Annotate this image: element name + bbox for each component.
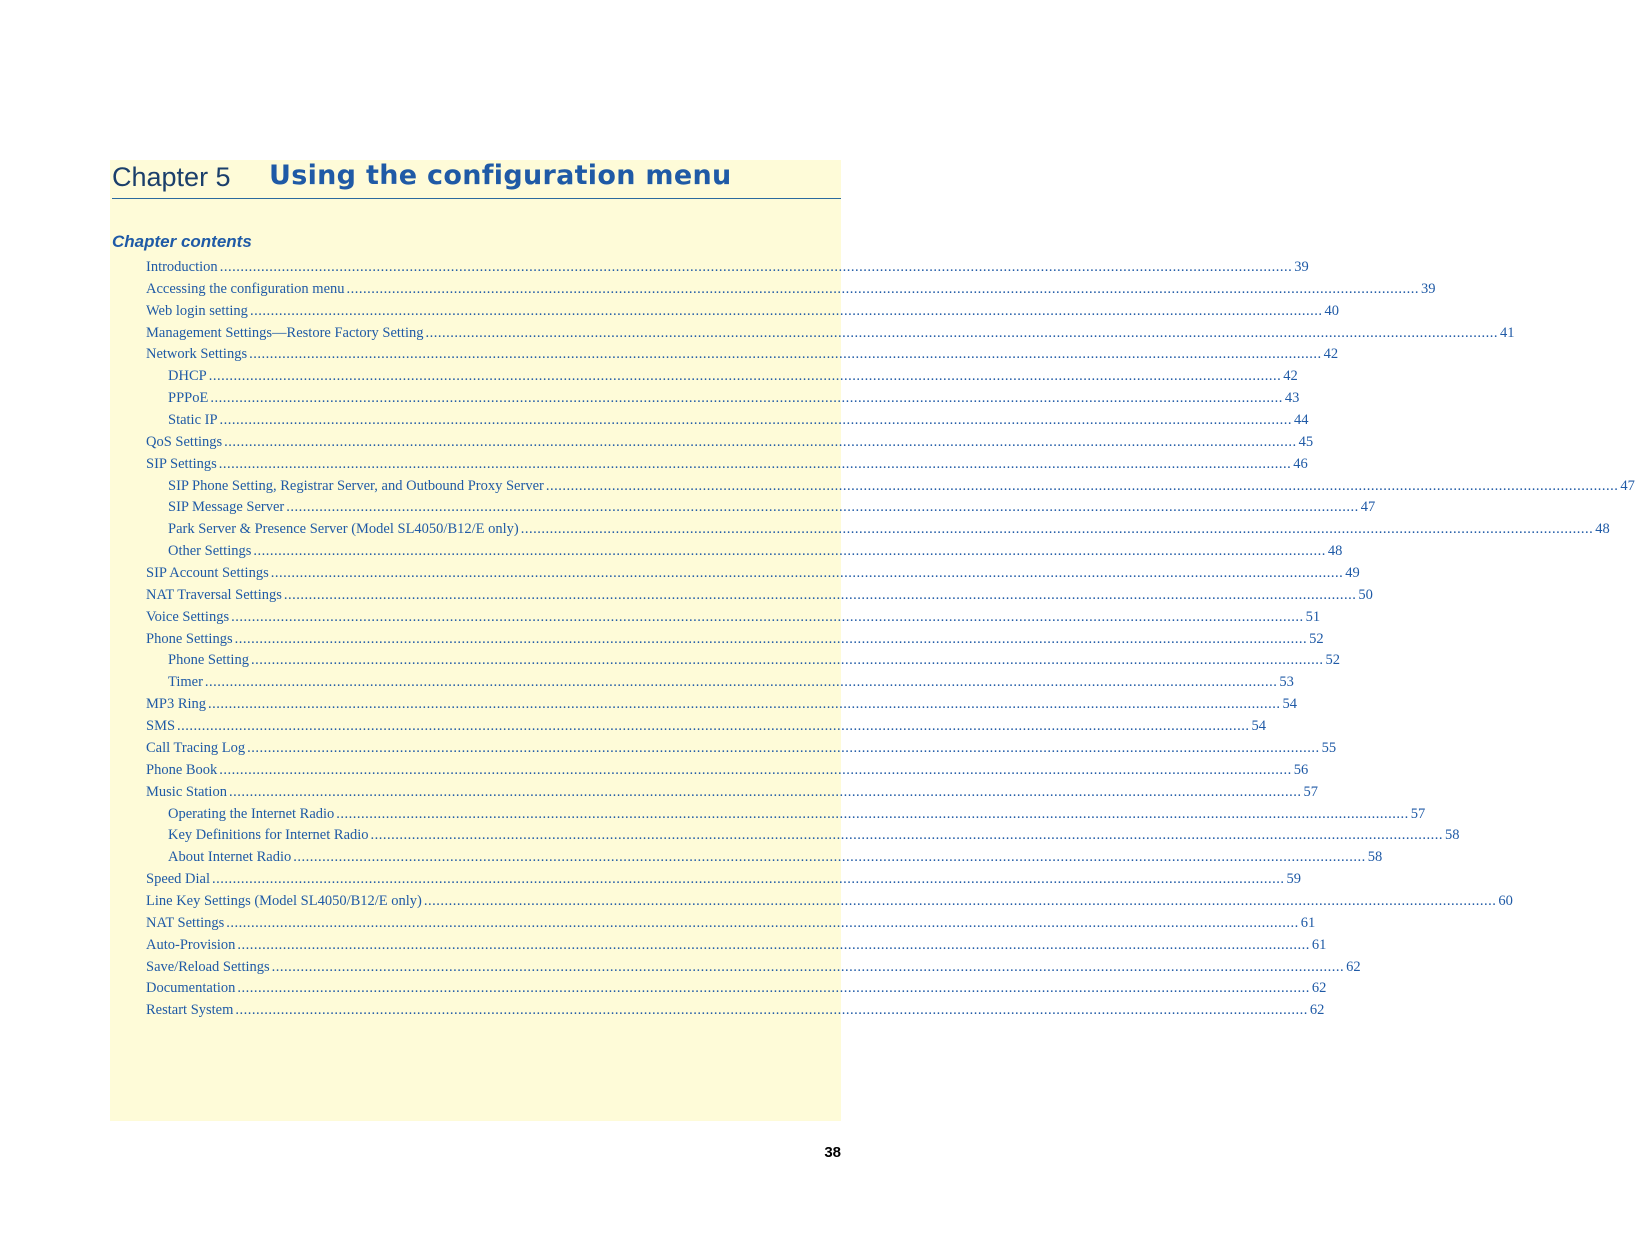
toc-entry[interactable] bbox=[146, 739, 1337, 760]
toc-entry-page: 62 bbox=[1346, 958, 1361, 975]
toc-dot-leader: .................................................................................................................................................................................................................................................................... bbox=[235, 1002, 1308, 1019]
toc-dot-leader: .................................................................................................................................................................................................................................................................... bbox=[271, 958, 1345, 975]
toc-entry-page: 59 bbox=[1286, 871, 1302, 888]
toc-dot-leader: .................................................................................................................................................................................................................................................................... bbox=[247, 739, 1320, 756]
toc-dot-leader: .................................................................................................................................................................................................................................................................... bbox=[270, 565, 1344, 582]
toc-entry-page: 46 bbox=[1293, 455, 1308, 472]
toc-entry-label: Line Key Settings (Model SL4050/B12/E only) bbox=[146, 892, 422, 909]
toc-dot-leader: .................................................................................................................................................................................................................................................................... bbox=[219, 412, 1293, 429]
toc-entry[interactable] bbox=[146, 324, 1515, 345]
toc-entry-page: 56 bbox=[1293, 761, 1309, 778]
toc-entry[interactable] bbox=[146, 718, 1267, 738]
toc-entry-page: 48 bbox=[1327, 543, 1343, 560]
toc-entry-label: Park Server & Presence Server (Model SL4050/B12/E only) bbox=[168, 521, 519, 538]
toc-entry-label: MP3 Ring bbox=[146, 696, 207, 713]
toc-entry-page: 57 bbox=[1303, 783, 1318, 800]
toc-entry-label: NAT Traversal Settings bbox=[146, 586, 282, 603]
chapter-title: Using the configuration menu bbox=[269, 160, 732, 191]
toc-dot-leader: .................................................................................................................................................................................................................................................................... bbox=[231, 608, 1304, 625]
toc-entry-page: 39 bbox=[1421, 280, 1436, 297]
toc-dot-leader: .................................................................................................................................................................................................................................................................... bbox=[370, 827, 1444, 844]
toc-entry-page: 62 bbox=[1309, 1002, 1325, 1019]
toc-dot-leader: .................................................................................................................................................................................................................................................................... bbox=[249, 302, 1323, 319]
toc-dot-leader: .................................................................................................................................................................................................................................................................... bbox=[423, 892, 1497, 909]
toc-entry-label: SIP Message Server bbox=[168, 499, 285, 516]
toc-entry[interactable] bbox=[146, 783, 1318, 804]
toc-dot-leader: .................................................................................................................................................................................................................................................................... bbox=[249, 346, 1322, 363]
toc-entry-label: QoS Settings bbox=[146, 433, 223, 450]
toc-entry-label: PPPoE bbox=[168, 390, 209, 407]
toc-entry[interactable] bbox=[168, 805, 1426, 826]
toc-entry-label: SIP Settings bbox=[146, 455, 217, 472]
toc-entry-page: 50 bbox=[1358, 586, 1373, 603]
toc-entry[interactable] bbox=[168, 543, 1343, 563]
toc-entry[interactable] bbox=[146, 630, 1324, 651]
toc-entry-page: 57 bbox=[1410, 805, 1426, 822]
toc-entry-label: Phone Settings bbox=[146, 630, 233, 647]
toc-dot-leader: .................................................................................................................................................................................................................................................................... bbox=[286, 499, 1359, 516]
toc-entry-label: Auto-Provision bbox=[146, 936, 236, 953]
toc-entry[interactable] bbox=[146, 871, 1302, 891]
toc-dot-leader: .................................................................................................................................................................................................................................................................... bbox=[425, 324, 1498, 341]
toc-entry-label: Save/Reload Settings bbox=[146, 958, 270, 975]
toc-dot-leader: .................................................................................................................................................................................................................................................................... bbox=[226, 914, 1299, 931]
toc-entry-page: 42 bbox=[1323, 346, 1339, 363]
toc-dot-leader: .................................................................................................................................................................................................................................................................... bbox=[219, 761, 1292, 778]
toc-entry-page: 39 bbox=[1294, 259, 1309, 275]
toc-entry-page: 54 bbox=[1282, 696, 1298, 713]
toc-entry[interactable] bbox=[146, 608, 1321, 629]
toc-entry[interactable] bbox=[146, 280, 1436, 301]
toc-entry-label: SMS bbox=[146, 718, 176, 735]
toc-dot-leader: .................................................................................................................................................................................................................................................................... bbox=[283, 586, 1357, 603]
toc-dot-leader: .................................................................................................................................................................................................................................................................... bbox=[520, 521, 1594, 538]
toc-entry[interactable] bbox=[146, 586, 1373, 607]
toc-entry-label: SIP Phone Setting, Registrar Server, and Outbound Proxy Server bbox=[168, 477, 544, 494]
toc-dot-leader: .................................................................................................................................................................................................................................................................... bbox=[237, 980, 1310, 997]
toc-entry[interactable] bbox=[168, 412, 1309, 432]
toc-entry-page: 40 bbox=[1324, 302, 1339, 319]
toc-entry-page: 52 bbox=[1309, 630, 1324, 647]
toc-dot-leader: .................................................................................................................................................................................................................................................................... bbox=[224, 433, 1297, 450]
toc-entry[interactable] bbox=[146, 302, 1339, 323]
toc-dot-leader: .................................................................................................................................................................................................................................................................... bbox=[210, 390, 1283, 407]
toc-dot-leader: .................................................................................................................................................................................................................................................................... bbox=[237, 936, 1310, 953]
toc-entry[interactable] bbox=[146, 259, 1309, 279]
toc-entry[interactable] bbox=[146, 958, 1361, 979]
toc-entry[interactable] bbox=[146, 914, 1316, 935]
toc-entry-page: 48 bbox=[1595, 521, 1610, 538]
toc-dot-leader: .................................................................................................................................................................................................................................................................... bbox=[208, 368, 1282, 385]
toc-entry-label: Web login setting bbox=[146, 302, 248, 319]
toc-entry-page: 62 bbox=[1311, 980, 1327, 997]
toc-entry[interactable] bbox=[168, 652, 1340, 672]
toc-dot-leader: .................................................................................................................................................................................................................................................................... bbox=[228, 783, 1302, 800]
toc-dot-leader: .................................................................................................................................................................................................................................................................... bbox=[250, 652, 1324, 669]
toc-entry-label: Management Settings—Restore Factory Setting bbox=[146, 324, 424, 341]
contents-heading: Chapter contents bbox=[112, 232, 252, 251]
toc-dot-leader: .................................................................................................................................................................................................................................................................... bbox=[253, 543, 1326, 560]
toc-entry-label: Phone Book bbox=[146, 761, 218, 778]
toc-entry[interactable] bbox=[168, 674, 1294, 694]
toc-entry[interactable] bbox=[168, 390, 1300, 410]
toc-entry-label: About Internet Radio bbox=[168, 849, 292, 866]
toc-entry-page: 58 bbox=[1445, 827, 1460, 844]
toc-dot-leader: .................................................................................................................................................................................................................................................................... bbox=[346, 280, 1420, 297]
toc-entry-label: Other Settings bbox=[168, 543, 252, 560]
toc-dot-leader: .................................................................................................................................................................................................................................................................... bbox=[219, 259, 1293, 275]
toc-dot-leader: .................................................................................................................................................................................................................................................................... bbox=[336, 805, 1409, 822]
toc-entry-page: 41 bbox=[1499, 324, 1515, 341]
toc-entry-page: 54 bbox=[1251, 718, 1267, 735]
toc-entry-label: Voice Settings bbox=[146, 608, 230, 625]
chapter-number: Chapter 5 bbox=[112, 162, 231, 192]
toc-entry[interactable] bbox=[146, 761, 1309, 782]
toc-entry-page: 49 bbox=[1345, 565, 1360, 582]
toc-entry-label: Introduction bbox=[146, 259, 218, 275]
toc-dot-leader: .................................................................................................................................................................................................................................................................... bbox=[204, 674, 1278, 691]
toc-entry[interactable] bbox=[146, 892, 1513, 913]
toc-entry-label: Phone Setting bbox=[168, 652, 249, 669]
toc-entry-label: Restart System bbox=[146, 1002, 234, 1019]
toc-entry-label: Timer bbox=[168, 674, 203, 691]
toc-entry-label: Operating the Internet Radio bbox=[168, 805, 335, 822]
toc-dot-leader: .................................................................................................................................................................................................................................................................... bbox=[212, 871, 1285, 888]
toc-entry-label: Music Station bbox=[146, 783, 227, 800]
toc-entry-label: Speed Dial bbox=[146, 871, 211, 888]
toc-entry-page: 53 bbox=[1279, 674, 1294, 691]
toc-entry-page: 52 bbox=[1325, 652, 1340, 669]
toc-entry-page: 47 bbox=[1620, 477, 1635, 494]
toc-entry-label: Network Settings bbox=[146, 346, 248, 363]
toc-entry-page: 42 bbox=[1283, 368, 1298, 385]
toc-entry-label: Call Tracing Log bbox=[146, 739, 246, 756]
toc-entry-label: Static IP bbox=[168, 412, 218, 429]
toc-entry-label: Documentation bbox=[146, 980, 236, 997]
toc-dot-leader: .................................................................................................................................................................................................................................................................... bbox=[293, 849, 1366, 866]
toc-entry-page: 61 bbox=[1300, 914, 1316, 931]
toc-entry-page: 44 bbox=[1294, 412, 1309, 429]
toc-entry-page: 60 bbox=[1498, 892, 1513, 909]
toc-dot-leader: .................................................................................................................................................................................................................................................................... bbox=[208, 696, 1281, 713]
toc-entry[interactable] bbox=[168, 499, 1376, 519]
toc-entry[interactable] bbox=[146, 936, 1327, 957]
toc-entry-page: 58 bbox=[1367, 849, 1383, 866]
toc-entry-page: 47 bbox=[1360, 499, 1376, 516]
toc-entry-label: Key Definitions for Internet Radio bbox=[168, 827, 369, 844]
toc-dot-leader: .................................................................................................................................................................................................................................................................... bbox=[177, 718, 1250, 735]
toc-dot-leader: .................................................................................................................................................................................................................................................................... bbox=[545, 477, 1619, 494]
toc-dot-leader: .................................................................................................................................................................................................................................................................... bbox=[234, 630, 1308, 647]
toc-entry-label: NAT Settings bbox=[146, 914, 225, 931]
toc-entry[interactable] bbox=[146, 980, 1327, 1000]
toc-entry[interactable] bbox=[168, 827, 1460, 847]
toc-entry[interactable] bbox=[146, 346, 1339, 366]
toc-entry[interactable] bbox=[146, 455, 1308, 476]
toc-entry-page: 55 bbox=[1321, 739, 1337, 756]
toc-entry[interactable] bbox=[146, 565, 1360, 585]
toc-entry-page: 43 bbox=[1284, 390, 1300, 407]
toc-entry[interactable] bbox=[146, 1002, 1325, 1022]
page-number: 38 bbox=[824, 1144, 841, 1161]
toc-entry[interactable] bbox=[146, 696, 1298, 716]
toc-entry[interactable] bbox=[168, 521, 1610, 541]
toc-dot-leader: .................................................................................................................................................................................................................................................................... bbox=[218, 455, 1292, 472]
toc-entry-label: SIP Account Settings bbox=[146, 565, 269, 582]
toc-entry-page: 61 bbox=[1311, 936, 1327, 953]
toc-entry-label: Accessing the configuration menu bbox=[146, 280, 345, 297]
toc-entry[interactable] bbox=[146, 433, 1314, 454]
toc-entry-page: 45 bbox=[1298, 433, 1314, 450]
toc-entry[interactable] bbox=[168, 849, 1383, 869]
toc-entry[interactable] bbox=[168, 368, 1298, 388]
toc-entry[interactable] bbox=[168, 477, 1635, 498]
toc-entry-label: DHCP bbox=[168, 368, 207, 385]
toc-entry-page: 51 bbox=[1305, 608, 1321, 625]
